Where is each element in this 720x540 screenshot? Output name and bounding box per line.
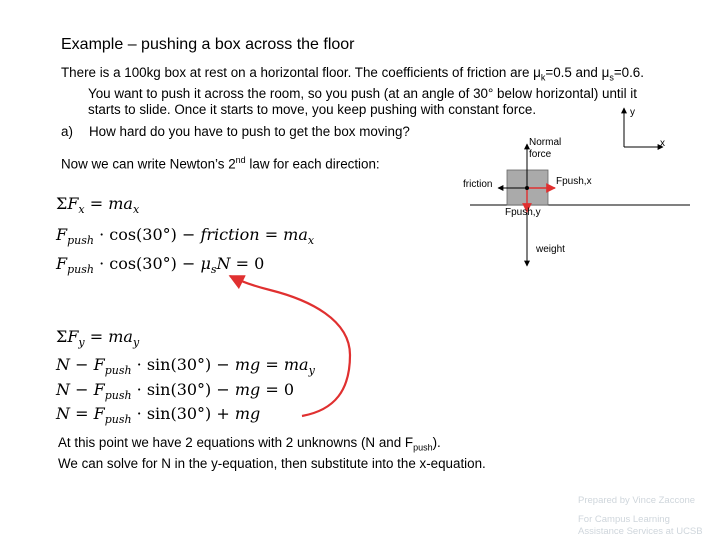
intro-line-2: You want to push it across the room, so you push (at an angle of 30° below horizontal) until it bbox=[88, 85, 637, 101]
page-title: Example – pushing a box across the floor bbox=[61, 36, 355, 53]
equation-y-1: $\Sigma F_y = ma_y$ bbox=[56, 327, 140, 350]
question-text: How hard do you have to push to get the box moving? bbox=[89, 124, 410, 139]
intro-line-3: starts to slide. Once it starts to move, you keep pushing with constant force. bbox=[88, 101, 537, 117]
normal-label-1: Normal bbox=[529, 137, 562, 148]
credit-line-1: Prepared by Vince Zaccone bbox=[578, 495, 696, 506]
connector-arrow bbox=[230, 276, 350, 416]
friction-label: friction bbox=[463, 179, 493, 190]
equation-x-2: $F_{push} \cdot \cos(30^\circ)$ − friction = $ma_x$ bbox=[56, 225, 315, 248]
equation-y-2: $N - F_{push} \cdot \sin(30^\circ)$ − mg = $ma_y$ bbox=[56, 355, 315, 378]
equation-x-1: $\Sigma F_x = ma_x$ bbox=[56, 194, 140, 217]
weight-label: weight bbox=[536, 244, 565, 255]
intro-line-1: There is a 100kg box at rest on a horizontal floor. The coefficients of friction are $\mu_k=0.5$ and $\mu_s=0.6$. bbox=[61, 65, 644, 83]
credit-line-2: For Campus Learning bbox=[578, 514, 670, 525]
conclusion-line-1: At this point we have 2 equations with 2 unknowns (N and $F_{push}$). bbox=[58, 435, 441, 453]
normal-label-2: force bbox=[529, 149, 552, 160]
equation-x-3: $F_{push} \cdot \cos(30^\circ) - \mu_sN = 0$ bbox=[56, 254, 265, 277]
equation-y-4: $N = F_{push} \cdot \sin(30^\circ)$ + mg bbox=[56, 404, 261, 427]
question-label: a) bbox=[61, 124, 73, 139]
fpush-y-label: Fpush,y bbox=[505, 207, 541, 218]
conclusion-line-2: We can solve for N in the y-equation, then substitute into the x-equation. bbox=[58, 455, 486, 471]
force-origin-point bbox=[525, 186, 529, 190]
newton-line: Now we can write Newton’s 2nd law for each direction: bbox=[61, 155, 380, 172]
credit-line-3: Assistance Services at UCSB bbox=[578, 526, 703, 537]
axis-x-label: x bbox=[660, 138, 665, 149]
fpush-x-label: Fpush,x bbox=[556, 176, 592, 187]
equation-y-3: $N - F_{push} \cdot \sin(30^\circ)$ − mg = 0 bbox=[56, 380, 295, 403]
axis-y-label: y bbox=[630, 107, 635, 118]
